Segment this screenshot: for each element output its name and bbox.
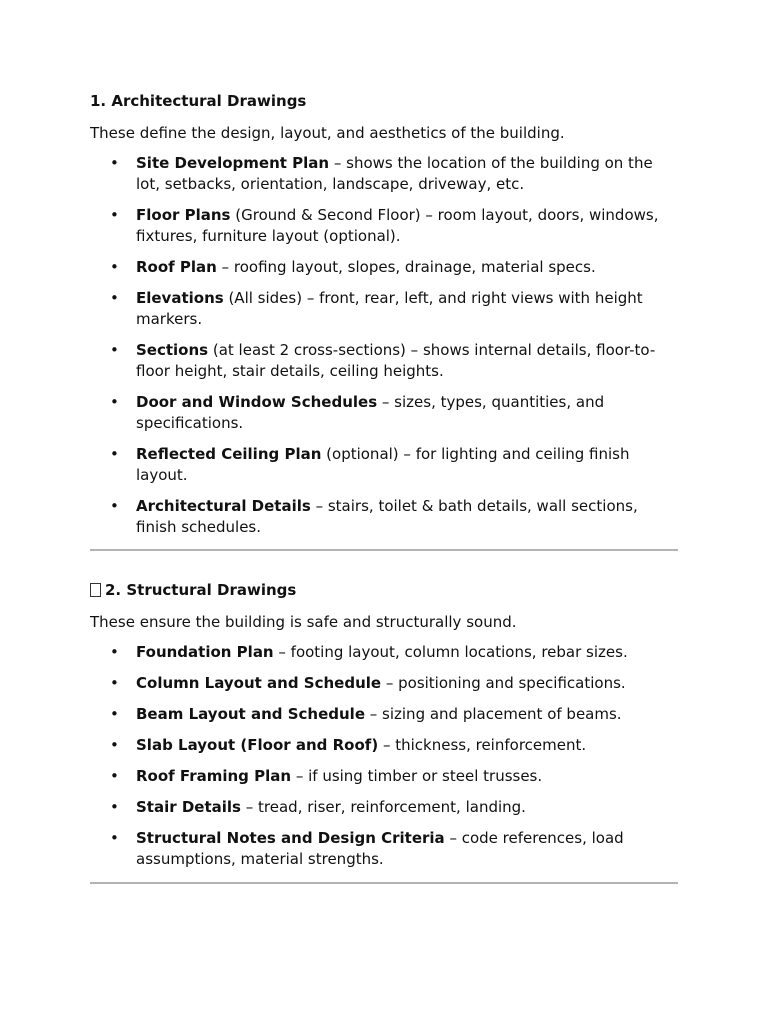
list-item	[90, 704, 680, 725]
item-description: – tread, riser, reinforcement, landing.	[241, 798, 526, 816]
architectural-section	[90, 91, 680, 548]
item-description: – thickness, reinforcement.	[378, 736, 587, 754]
item-description: – code references, load assumptions, material strengths.	[136, 829, 624, 868]
missing-glyph-icon	[90, 583, 101, 597]
item-term: Door and Window Schedules	[136, 393, 378, 411]
item-description: – sizing and placement of beams.	[365, 705, 622, 723]
list-item	[90, 257, 680, 278]
item-description: (Ground & Second Floor) – room layout, doors, windows, fixtures, furniture layout (optional).	[136, 206, 659, 245]
list-item	[90, 642, 680, 663]
section-intro-architectural: These define the design, layout, and aesthetics of the building.	[90, 124, 565, 142]
section-divider	[90, 882, 678, 884]
bullet-icon: •	[110, 736, 119, 754]
item-term: Foundation Plan	[136, 643, 274, 661]
bullet-icon: •	[110, 258, 119, 276]
item-description: – positioning and specifications.	[381, 674, 626, 692]
list-item	[90, 205, 680, 247]
bullet-icon: •	[110, 643, 119, 661]
item-description: (at least 2 cross-sections) – shows internal details, floor-to-floor height, stair details, ceiling heights.	[136, 341, 656, 380]
list-item	[90, 673, 680, 694]
item-term: Structural Notes and Design Criteria	[136, 829, 445, 847]
bullet-icon: •	[110, 393, 119, 411]
section-heading-structural-text: 2. Structural Drawings	[105, 581, 297, 599]
item-description: – if using timber or steel trusses.	[291, 767, 543, 785]
bullet-icon: •	[110, 829, 119, 847]
item-description: – sizes, types, quantities, and specifications.	[136, 393, 605, 432]
item-description: – shows the location of the building on the lot, setbacks, orientation, landscape, driveway, etc.	[136, 154, 653, 193]
bullet-icon: •	[110, 206, 119, 224]
architectural-list	[90, 153, 680, 538]
bullet-icon: •	[110, 767, 119, 785]
list-item	[90, 496, 680, 538]
item-description: – stairs, toilet & bath details, wall sections, finish schedules.	[136, 497, 638, 536]
item-description: – roofing layout, slopes, drainage, material specs.	[216, 258, 596, 276]
item-term: Floor Plans	[136, 206, 231, 224]
bullet-icon: •	[110, 445, 119, 463]
item-term: Architectural Details	[136, 497, 311, 515]
item-term: Sections	[136, 341, 209, 359]
list-item	[90, 766, 680, 787]
list-item	[90, 288, 680, 330]
structural-list	[90, 642, 680, 870]
item-term: Stair Details	[136, 798, 241, 816]
item-term: Roof Framing Plan	[136, 767, 292, 785]
item-description: (optional) – for lighting and ceiling finish layout.	[136, 445, 630, 484]
list-item	[90, 444, 680, 486]
item-term: Roof Plan	[136, 258, 217, 276]
list-item	[90, 797, 680, 818]
bullet-icon: •	[110, 497, 119, 515]
bullet-icon: •	[110, 705, 119, 723]
bullet-icon: •	[110, 289, 119, 307]
list-item	[90, 392, 680, 434]
section-divider	[90, 549, 678, 551]
bullet-icon: •	[110, 341, 119, 359]
bullet-icon: •	[110, 154, 119, 172]
item-term: Elevations	[136, 289, 224, 307]
bullet-icon: •	[110, 798, 119, 816]
list-item	[90, 735, 680, 756]
item-term: Column Layout and Schedule	[136, 674, 382, 692]
list-item	[90, 340, 680, 382]
bullet-icon: •	[110, 674, 119, 692]
list-item	[90, 828, 680, 870]
list-item	[90, 153, 680, 195]
item-term: Beam Layout and Schedule	[136, 705, 365, 723]
item-term: Slab Layout (Floor and Roof)	[136, 736, 379, 754]
item-description: (All sides) – front, rear, left, and right views with height markers.	[136, 289, 643, 328]
item-term: Site Development Plan	[136, 154, 330, 172]
item-description: – footing layout, column locations, rebar sizes.	[273, 643, 628, 661]
item-term: Reflected Ceiling Plan	[136, 445, 322, 463]
section-intro-structural: These ensure the building is safe and structurally sound.	[90, 613, 517, 631]
section-heading-structural	[90, 580, 680, 600]
section-heading-architectural: 1. Architectural Drawings	[90, 92, 307, 110]
structural-section	[90, 580, 680, 880]
